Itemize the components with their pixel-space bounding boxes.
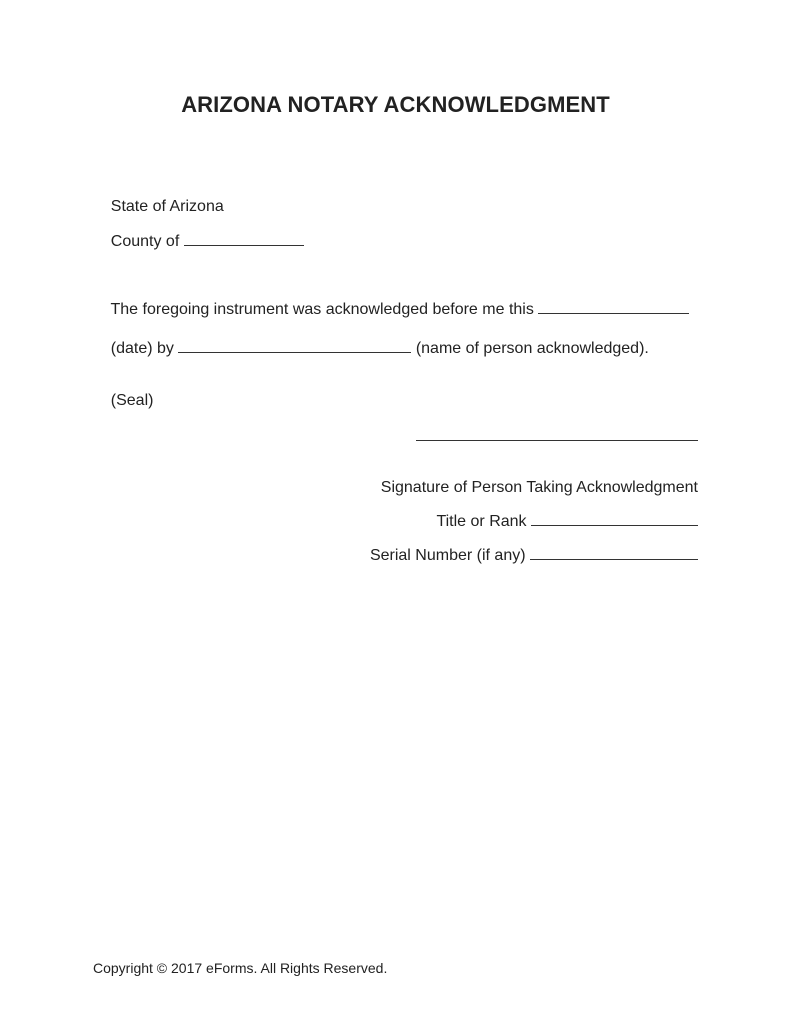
- name-blank[interactable]: [178, 338, 411, 353]
- document-title: ARIZONA NOTARY ACKNOWLEDGMENT: [181, 92, 610, 117]
- copyright-footer: Copyright © 2017 eForms. All Rights Reserved.: [93, 960, 388, 976]
- seal-line: [93, 371, 153, 431]
- state-label: State of Arizona: [110, 198, 224, 215]
- seal-label: (Seal): [110, 392, 154, 409]
- signature-label: Signature of Person Taking Acknowledgment: [380, 479, 698, 496]
- serial-number-line: [352, 525, 698, 586]
- county-line: [93, 211, 304, 272]
- title-rank-blank[interactable]: [531, 511, 698, 526]
- title-rank-label: Title or Rank: [436, 513, 527, 530]
- county-label: County of: [110, 233, 180, 250]
- acknowledgment-text: The foregoing instrument was acknowledged before me this: [110, 301, 534, 318]
- date-by-label: (date) by: [110, 340, 174, 357]
- name-description-label: (name of person acknowledged).: [415, 340, 649, 357]
- county-blank[interactable]: [184, 231, 304, 246]
- serial-number-label: Serial Number (if any): [369, 547, 526, 564]
- signature-blank[interactable]: [416, 440, 698, 441]
- date-blank[interactable]: [538, 299, 689, 314]
- serial-number-blank[interactable]: [530, 545, 698, 560]
- acknowledgment-line-2: [93, 318, 649, 379]
